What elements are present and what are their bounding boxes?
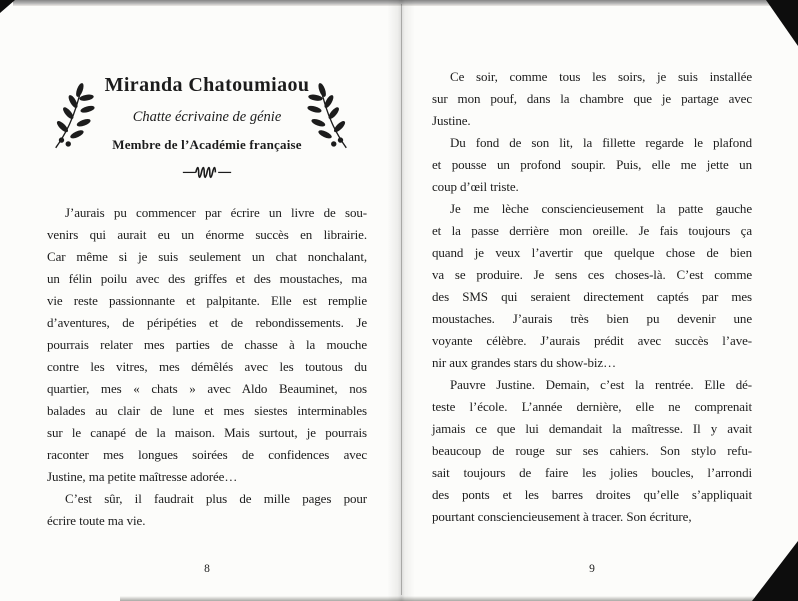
paragraph — [432, 374, 752, 528]
chapter-subtitle: Chatte écrivaine de génie — [132, 109, 282, 125]
text-line: quartier, mes « chats » avec Aldo Beauminet, nos — [47, 381, 367, 396]
text-line: Pauvre Justine. Demain, c’est la rentrée. Elle dé- — [450, 377, 752, 392]
text-line: pourtant consciencieusement à tracer. Son écriture, — [432, 509, 692, 524]
text-line: des ponts et les barres droites qu’elle s’appliquait — [432, 487, 752, 502]
paragraph — [47, 488, 367, 532]
text-line: va se produire. Je sens ces choses-là. C’est comme — [432, 267, 752, 282]
left-page-body — [47, 202, 367, 532]
text-line: pourrais relater mes parties de chasse à la mouche — [47, 337, 367, 352]
text-line: Du fond de son lit, la fillette regarde le plafond — [450, 135, 752, 150]
text-line: sur le canapé de la maison. Mais surtout, je pourrais — [47, 425, 367, 440]
paragraph — [432, 66, 752, 132]
text-line: jamais ce que lui demandait la maîtresse. Il y avait — [432, 421, 752, 436]
text-line: et pousse un profond soupir. Puis, elle me jette un — [432, 157, 752, 172]
paragraph — [432, 198, 752, 374]
text-line: des SMS qui seraient directement captés par mes — [432, 289, 752, 304]
text-line: C’est sûr, il faudrait plus de mille pages pour — [65, 491, 367, 506]
text-line: nir aux grandes stars du show-biz… — [432, 355, 616, 370]
text-line: contre les vitres, mes démêlés avec les toutous du — [47, 359, 367, 374]
text-line: moustaches. J’aurais très bien pu devenir une — [432, 311, 752, 326]
right-page-number: 9 — [589, 563, 595, 575]
text-line: teste l’école. L’année dernière, elle ne comprenait — [432, 399, 752, 414]
book-gutter-line — [401, 4, 402, 595]
text-line: J’aurais pu commencer par écrire un livre de sou- — [65, 205, 367, 220]
left-page — [47, 0, 367, 601]
text-line: d’aventures, de péripéties et de rebondissements. Je — [47, 315, 367, 330]
text-line: Justine, ma petite maîtresse adorée… — [47, 469, 238, 484]
squiggle-divider-icon — [47, 163, 367, 185]
text-line: raconter mes longues soirées de confidences avec — [47, 447, 367, 462]
text-line: Je me lèche consciencieusement la patte gauche — [450, 201, 752, 216]
text-line: voyante célèbre. J’aurais prédit avec succès l’ave- — [432, 333, 752, 348]
text-line: vie reste passionnante et palpitante. Elle est remplie — [47, 293, 367, 308]
text-line: Ce soir, comme tous les soirs, je suis installée — [450, 69, 752, 84]
chapter-affiliation: Membre de l’Académie française — [112, 137, 302, 152]
text-line: et la passe derrière mon oreille. Je fais toujours ça — [432, 223, 752, 238]
text-line: Car même si je suis seulement un chat nonchalant, — [47, 249, 367, 264]
text-line: un félin poilu avec des griffes et des moustaches, ma — [47, 271, 367, 286]
right-page — [432, 0, 752, 601]
left-page-number: 8 — [204, 563, 210, 575]
text-line: balades au clair de lune et mes siestes interminables — [47, 403, 367, 418]
text-line: coup d’œil triste. — [432, 179, 519, 194]
paragraph — [432, 132, 752, 198]
right-page-body — [432, 66, 752, 528]
text-line: quand je veux l’avertir que quelque chose de bien — [432, 245, 752, 260]
text-line: sait toujours de faire les jolies boucles, l’arrondi — [432, 465, 752, 480]
text-line: écrire toute ma vie. — [47, 513, 146, 528]
chapter-title: Miranda Chatoumiaou — [104, 74, 310, 96]
text-line: sur mon pouf, dans la chambre que je partage avec — [432, 91, 752, 106]
paragraph — [47, 202, 367, 488]
text-line: Justine. — [432, 113, 471, 128]
text-line: beaucoup de rouge sur ses cahiers. Son stylo refu- — [432, 443, 752, 458]
text-line: venirs qui aurait eu un énorme succès en librairie. — [47, 227, 367, 242]
